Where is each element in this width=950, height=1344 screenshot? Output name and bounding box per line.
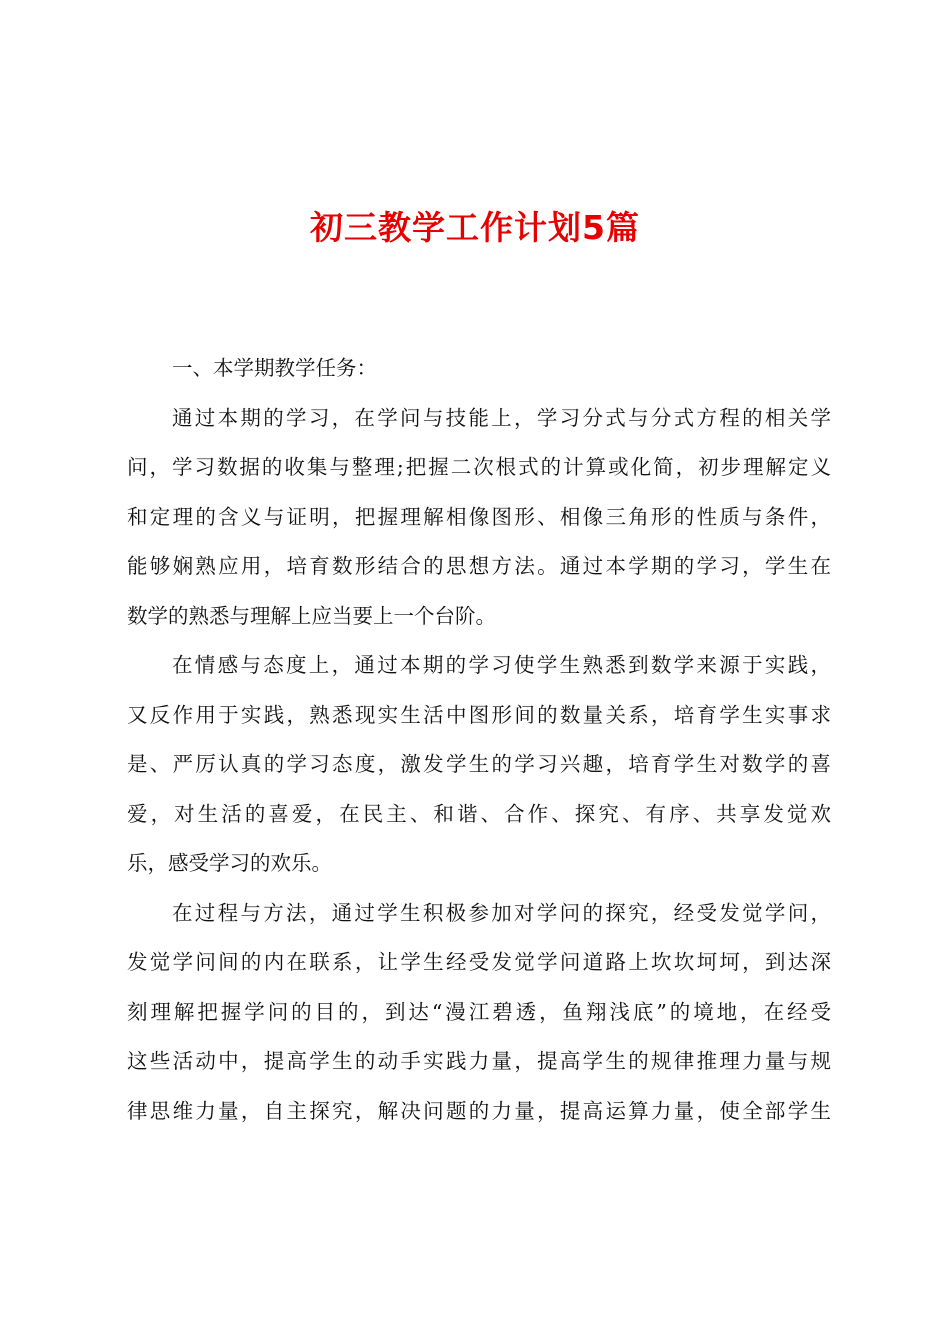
- paragraph-line: 和定理的含义与证明，把握理解相像图形、相像三角形的性质与条件，: [127, 504, 831, 529]
- paragraph-line: 通过本期的学习，在学问与技能上，学习分式与分式方程的相关学: [172, 405, 831, 430]
- paragraph-line: 数学的熟悉与理解上应当要上一个台阶。: [127, 603, 496, 628]
- paragraph-3: [127, 889, 831, 1137]
- paragraph-line: 乐，感受学习的欢乐。: [127, 851, 332, 875]
- paragraph-line: 爱，对生活的喜爱，在民主、和谐、合作、探究、有序、共享发觉欢: [127, 801, 831, 826]
- paragraph-line: 律思维力量，自主探究，解决问题的力量，提高运算力量，使全部学生: [127, 1098, 831, 1123]
- paragraph-1: [127, 394, 831, 642]
- paragraph-line: 发觉学问间的内在联系，让学生经受发觉学问道路上坎坎坷坷，到达深: [127, 950, 831, 974]
- section-heading: 一、本学期教学任务：: [172, 356, 377, 380]
- paragraph-line: 刻理解把握学问的目的，到达“漫江碧透，鱼翔浅底”的境地，在经受: [127, 999, 831, 1024]
- paragraph-2: [127, 641, 831, 889]
- document-body: [127, 344, 831, 1136]
- paragraph-line: 在情感与态度上，通过本期的学习使学生熟悉到数学来源于实践，: [172, 653, 831, 677]
- paragraph-line: 这些活动中，提高学生的动手实践力量，提高学生的规律推理力量与规: [127, 1049, 831, 1073]
- document-title: 初三教学工作计划5篇: [310, 208, 640, 247]
- paragraph-line: 又反作用于实践，熟悉现实生活中图形间的数量关系，培育学生实事求: [127, 702, 831, 727]
- paragraph-line: 是、严厉认真的学习态度，激发学生的学习兴趣，培育学生对数学的喜: [127, 752, 831, 776]
- paragraph-line: 在过程与方法，通过学生积极参加对学问的探究，经受发觉学问，: [172, 900, 831, 925]
- paragraph-line: 问，学习数据的收集与整理;把握二次根式的计算或化简，初步理解定义: [127, 455, 831, 479]
- paragraph-line: 能够娴熟应用，培育数形结合的思想方法。通过本学期的学习，学生在: [127, 554, 831, 578]
